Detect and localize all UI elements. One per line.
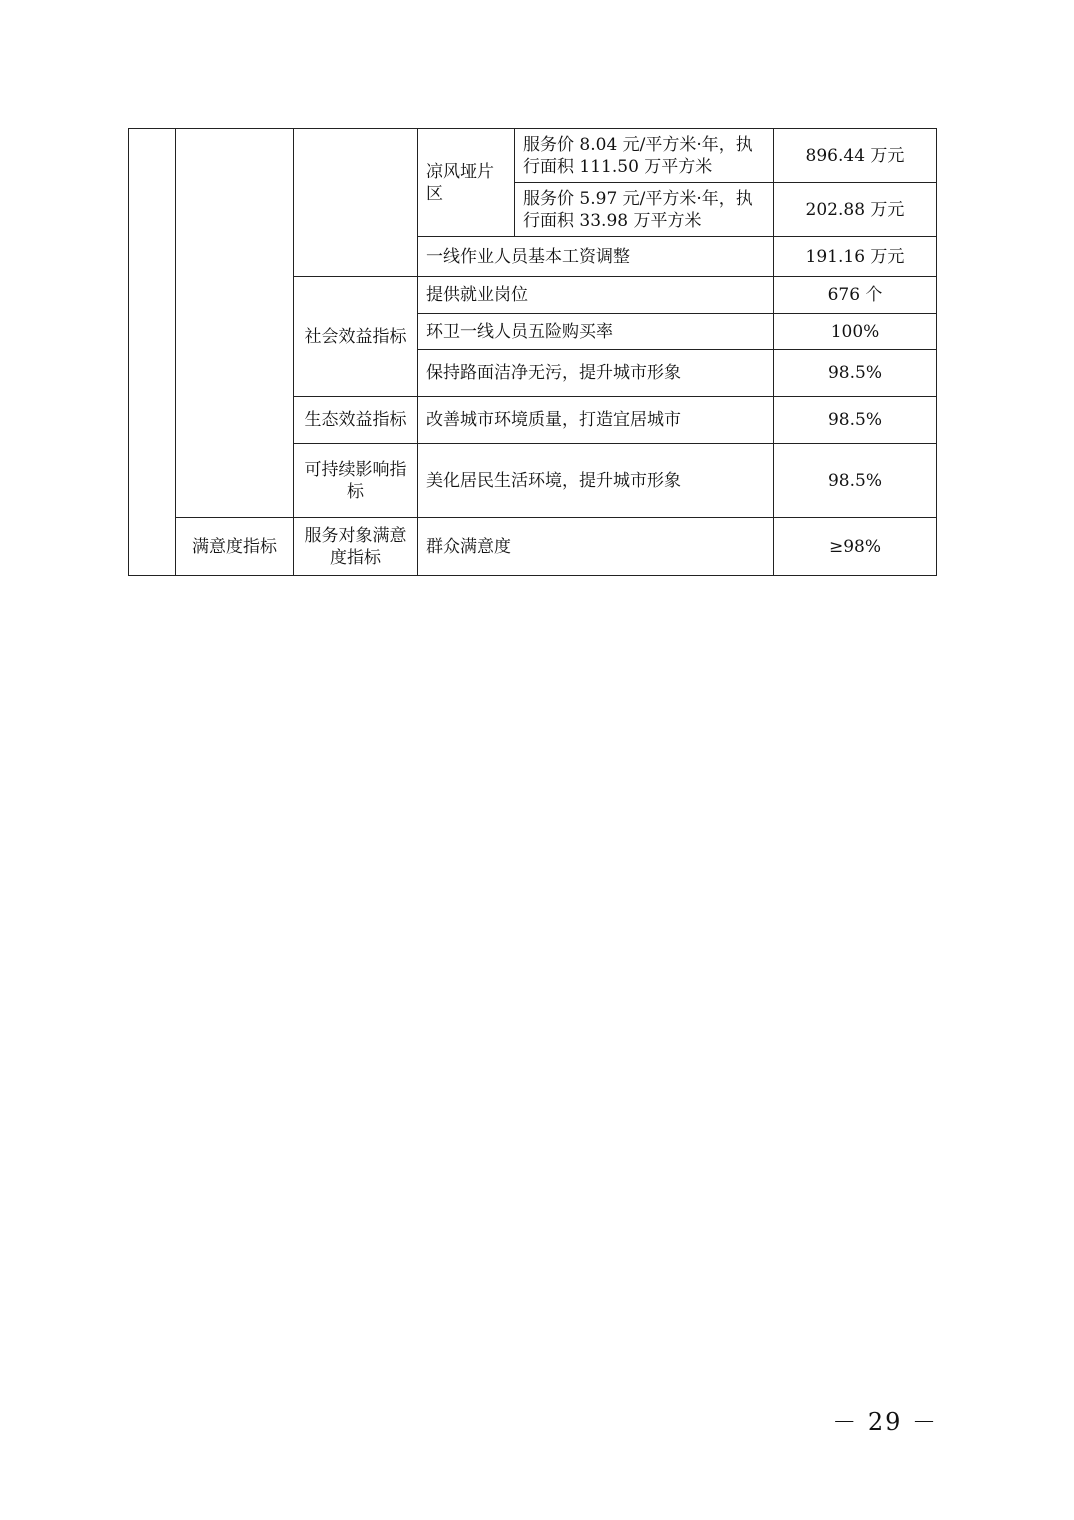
indicator-content: 保持路面洁净无污，提升城市形象: [418, 350, 774, 397]
indicator-content: 美化居民生活环境，提升城市形象: [418, 444, 774, 518]
service-price-content: 服务价 8.04 元/平方米·年，执行面积 111.50 万平方米: [515, 129, 774, 183]
indicator-content: 改善城市环境质量，打造宜居城市: [418, 397, 774, 444]
wage-adjust-content: 一线作业人员基本工资调整: [418, 237, 774, 277]
satisfaction-level2-label: 满意度指标: [176, 518, 294, 576]
table-row: [129, 129, 937, 183]
page-number: － 29 －: [832, 1408, 938, 1436]
region-label: 凉风垭片区: [418, 129, 515, 237]
indicator-content: 提供就业岗位: [418, 277, 774, 314]
indicator-value: 98.5%: [774, 444, 937, 518]
indicator-value: ≥98%: [774, 518, 937, 576]
table-row: [129, 518, 937, 576]
level1-indicator-cell: [129, 129, 176, 576]
service-price-content: 服务价 5.97 元/平方米·年，执行面积 33.98 万平方米: [515, 183, 774, 237]
satisfaction-level3-label: 服务对象满意度指标: [294, 518, 418, 576]
service-price-value: 896.44 万元: [774, 129, 937, 183]
indicator-value: 676 个: [774, 277, 937, 314]
indicator-value: 98.5%: [774, 350, 937, 397]
indicator-value: 98.5%: [774, 397, 937, 444]
level2-indicator-cell: [176, 129, 294, 518]
wage-adjust-value: 191.16 万元: [774, 237, 937, 277]
performance-indicator-table: [128, 128, 937, 576]
indicator-content: 群众满意度: [418, 518, 774, 576]
indicator-value: 100%: [774, 314, 937, 350]
eco-benefit-label: 生态效益指标: [294, 397, 418, 444]
level3-indicator-cell: [294, 129, 418, 277]
service-price-value: 202.88 万元: [774, 183, 937, 237]
social-benefit-label: 社会效益指标: [294, 277, 418, 397]
indicator-content: 环卫一线人员五险购买率: [418, 314, 774, 350]
sustainable-impact-label: 可持续影响指标: [294, 444, 418, 518]
